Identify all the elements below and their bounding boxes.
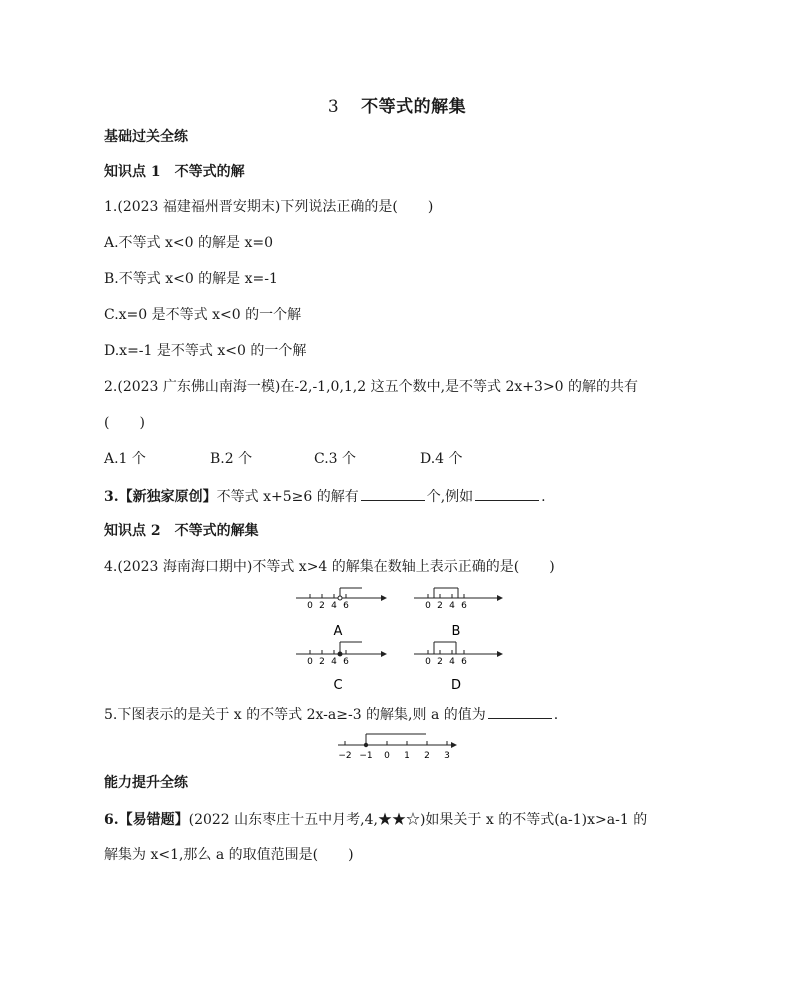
c-tick-2: 2 bbox=[319, 657, 325, 667]
q6-close: ) bbox=[348, 847, 354, 863]
q1-stem-text: 1.(2023 福建福州晋安期末)下列说法正确的是( bbox=[104, 199, 398, 215]
title-number: 3 bbox=[327, 97, 340, 117]
question-6-line-1 bbox=[104, 811, 647, 829]
section-heading-basic: 基础过关全练 bbox=[104, 129, 188, 145]
a-tick-6: 6 bbox=[343, 601, 349, 611]
figure-label-b: B bbox=[451, 624, 461, 639]
q5-tick-1: 1 bbox=[404, 751, 410, 761]
q5-tick-0: 0 bbox=[384, 751, 390, 761]
q5-tick-2: 2 bbox=[424, 751, 430, 761]
section-heading-advanced: 能力提升全练 bbox=[104, 775, 188, 791]
q2-option-c: C.3 个 bbox=[314, 451, 357, 467]
b-tick-6: 6 bbox=[461, 601, 467, 611]
q2-open: ( bbox=[104, 415, 110, 431]
c-tick-0: 0 bbox=[307, 657, 313, 667]
q4-close: ) bbox=[549, 559, 555, 575]
q1-close: ) bbox=[427, 199, 434, 215]
d-tick-0: 0 bbox=[425, 657, 431, 667]
title-text: 不等式的解集 bbox=[361, 97, 467, 117]
question-2-stem: 2.(2023 广东佛山南海一模)在-2,-1,0,1,2 这五个数中,是不等式 2x+3>0 的解的共有 bbox=[104, 379, 639, 395]
b-tick-2: 2 bbox=[437, 601, 443, 611]
question-5 bbox=[104, 704, 558, 724]
q1-option-a: A.不等式 x<0 的解是 x=0 bbox=[104, 235, 273, 251]
b-tick-4: 4 bbox=[449, 601, 455, 611]
d-tick-6: 6 bbox=[461, 657, 467, 667]
figure-label-d: D bbox=[450, 678, 462, 693]
d-tick-2: 2 bbox=[437, 657, 443, 667]
q3-text-b: 个,例如 bbox=[426, 489, 474, 505]
q5-tick-3: 3 bbox=[444, 751, 450, 761]
d-tick-4: 4 bbox=[449, 657, 455, 667]
question-6-line-2 bbox=[104, 846, 354, 864]
q6-text-b: 解集为 x<1,那么 a 的取值范围是( bbox=[104, 847, 319, 863]
q2-close: ) bbox=[139, 415, 145, 431]
q5-stem-text: 5.下图表示的是关于 x 的不等式 2x-a≥-3 的解集,则 a 的值为 bbox=[104, 707, 486, 723]
q3-tag: 3.【新独家原创】 bbox=[104, 489, 217, 505]
q4-stem-text: 4.(2023 海南海口期中)不等式 x>4 的解集在数轴上表示正确的是( bbox=[104, 559, 520, 575]
a-tick-0: 0 bbox=[307, 601, 313, 611]
q1-option-c: C.x=0 是不等式 x<0 的一个解 bbox=[104, 307, 302, 323]
q5-end: . bbox=[553, 707, 559, 723]
q5-number-line bbox=[338, 734, 456, 761]
q1-option-d: D.x=-1 是不等式 x<0 的一个解 bbox=[104, 343, 307, 359]
number-line-a bbox=[296, 588, 386, 639]
q3-text-c: . bbox=[541, 489, 546, 505]
figure-label-c: C bbox=[333, 678, 343, 693]
a-tick-4: 4 bbox=[331, 601, 337, 611]
a-tick-2: 2 bbox=[319, 601, 325, 611]
q1-option-b: B.不等式 x<0 的解是 x=-1 bbox=[104, 271, 278, 287]
knowledge-point-2: 知识点 2 不等式的解集 bbox=[104, 523, 259, 539]
q6-tag: 6.【易错题】 bbox=[104, 812, 189, 828]
number-line-b bbox=[414, 588, 502, 639]
q3-text-a: 不等式 x+5≥6 的解有 bbox=[216, 489, 359, 505]
q2-option-b: B.2 个 bbox=[210, 451, 253, 467]
b-tick-0: 0 bbox=[425, 601, 431, 611]
q2-option-a: A.1 个 bbox=[104, 451, 146, 467]
c-tick-6: 6 bbox=[343, 657, 349, 667]
number-line-c bbox=[296, 642, 386, 693]
number-line-d bbox=[414, 642, 502, 693]
c-tick-4: 4 bbox=[331, 657, 337, 667]
q5-blank[interactable] bbox=[488, 704, 552, 719]
figure-label-a: A bbox=[333, 624, 343, 639]
q5-tick-neg2: −2 bbox=[338, 751, 352, 761]
q5-tick-neg1: −1 bbox=[359, 751, 373, 761]
knowledge-point-1: 知识点 1 不等式的解 bbox=[104, 164, 245, 180]
q2-option-d: D.4 个 bbox=[420, 451, 463, 467]
q6-text-a: (2022 山东枣庄十五中月考,4,★★☆)如果关于 x 的不等式(a-1)x>a-1 的 bbox=[188, 812, 648, 828]
